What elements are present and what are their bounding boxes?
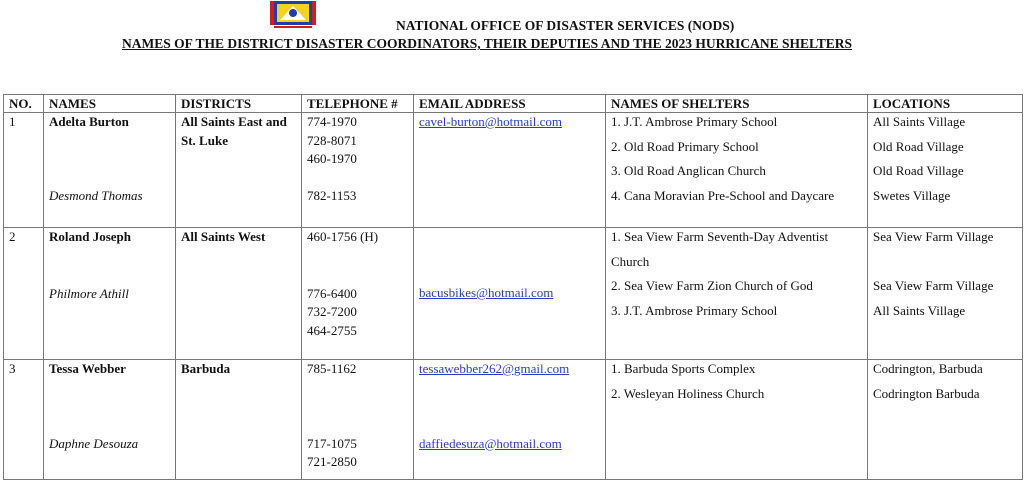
telephone-number: 460-1756 (H) <box>307 229 379 244</box>
location-name: Codrington Barbuda <box>873 385 980 401</box>
names-cell <box>44 113 176 228</box>
column-header-names: NAMES <box>44 95 176 113</box>
locations-cell <box>868 113 1023 228</box>
deputy-name: Desmond Thomas <box>49 187 143 203</box>
district-cell <box>176 228 302 360</box>
location-name: Swetes Village <box>873 187 951 203</box>
telephone-number: 460-1970 <box>307 151 357 166</box>
shelter-name: 4. Cana Moravian Pre-School and Daycare <box>611 187 835 203</box>
telephone-number: 728-8071 <box>307 132 357 148</box>
shelter-name: 3. J.T. Ambrose Primary School <box>611 302 778 318</box>
shelter-name: 2. Sea View Farm Zion Church of God <box>611 278 813 293</box>
column-header-email: EMAIL ADDRESS <box>414 95 606 113</box>
names-cell <box>44 228 176 360</box>
location-name: Sea View Farm Village <box>873 278 994 293</box>
shelter-name: 2. Wesleyan Holiness Church <box>611 385 765 401</box>
column-header-shelters: NAMES OF SHELTERS <box>606 95 868 113</box>
document-title: NATIONAL OFFICE OF DISASTER SERVICES (NODS) <box>396 18 735 33</box>
email-cell <box>414 113 606 228</box>
location-name: Old Road Village <box>873 163 964 178</box>
table-row <box>4 360 1023 480</box>
document-subtitle: NAMES OF THE DISTRICT DISASTER COORDINATORS, THEIR DEPUTIES AND THE 2023 HURRICANE SHELTERS <box>122 36 853 51</box>
shelter-name: 2. Old Road Primary School <box>611 138 759 154</box>
deputy-name: Philmore Athill <box>49 285 129 301</box>
coordinator-name: Adelta Burton <box>49 114 129 129</box>
email-link[interactable]: daffiedesuza@hotmail.com <box>419 435 562 451</box>
telephone-number: 717-1075 <box>307 435 357 451</box>
shelters-cell <box>606 228 868 360</box>
email-link[interactable]: cavel-burton@hotmail.com <box>419 114 563 129</box>
location-name: Codrington, Barbuda <box>873 361 983 376</box>
district-cell <box>176 360 302 480</box>
email-link[interactable]: tessawebber262@gmail.com <box>419 361 570 376</box>
telephone-cell <box>302 228 414 360</box>
coordinators-table <box>3 94 1023 480</box>
nods-emblem-icon <box>268 0 318 30</box>
table-header-row <box>4 95 1023 113</box>
locations-cell <box>868 360 1023 480</box>
location-name: Sea View Farm Village <box>873 229 994 244</box>
row-number: 1 <box>4 113 44 228</box>
telephone-number: 785-1162 <box>307 361 357 376</box>
location-name: All Saints Village <box>873 114 966 129</box>
telephone-cell <box>302 360 414 480</box>
row-number: 2 <box>4 228 44 360</box>
telephone-number: 774-1970 <box>307 114 357 129</box>
shelters-cell <box>606 113 868 228</box>
telephone-cell <box>302 113 414 228</box>
row-number: 3 <box>4 360 44 480</box>
location-name <box>873 253 1017 272</box>
email-cell <box>414 360 606 480</box>
shelter-name: 3. Old Road Anglican Church <box>611 163 766 178</box>
table-row <box>4 113 1023 228</box>
deputy-name: Daphne Desouza <box>49 435 139 451</box>
column-header-districts: DISTRICTS <box>176 95 302 113</box>
district-name: Barbuda <box>181 361 231 376</box>
email-cell <box>414 228 606 360</box>
shelter-name: 1. Sea View Farm Seventh-Day Adventist <box>611 229 829 244</box>
column-header-locations: LOCATIONS <box>868 95 1023 113</box>
telephone-number: 782-1153 <box>307 187 357 203</box>
telephone-number: 721-2850 <box>307 454 357 469</box>
email-link[interactable]: bacusbikes@hotmail.com <box>419 285 554 300</box>
shelters-cell <box>606 360 868 480</box>
location-name: Old Road Village <box>873 138 964 154</box>
shelter-name: 1. Barbuda Sports Complex <box>611 361 756 376</box>
locations-cell <box>868 228 1023 360</box>
shelter-name: Church <box>611 253 650 269</box>
coordinator-name: Tessa Webber <box>49 361 126 376</box>
table-row <box>4 228 1023 360</box>
telephone-number: 732-7200 <box>307 304 357 319</box>
telephone-number: 776-6400 <box>307 285 357 301</box>
column-header-no: NO. <box>4 95 44 113</box>
column-header-telephone: TELEPHONE # <box>302 95 414 113</box>
telephone-number: 464-2755 <box>307 322 357 338</box>
names-cell <box>44 360 176 480</box>
district-name: All Saints West <box>181 229 266 244</box>
shelter-name: 1. J.T. Ambrose Primary School <box>611 114 778 129</box>
district-cell <box>176 113 302 228</box>
district-name: All Saints East and St. Luke <box>181 114 287 148</box>
coordinator-name: Roland Joseph <box>49 229 131 244</box>
location-name: All Saints Village <box>873 302 966 318</box>
